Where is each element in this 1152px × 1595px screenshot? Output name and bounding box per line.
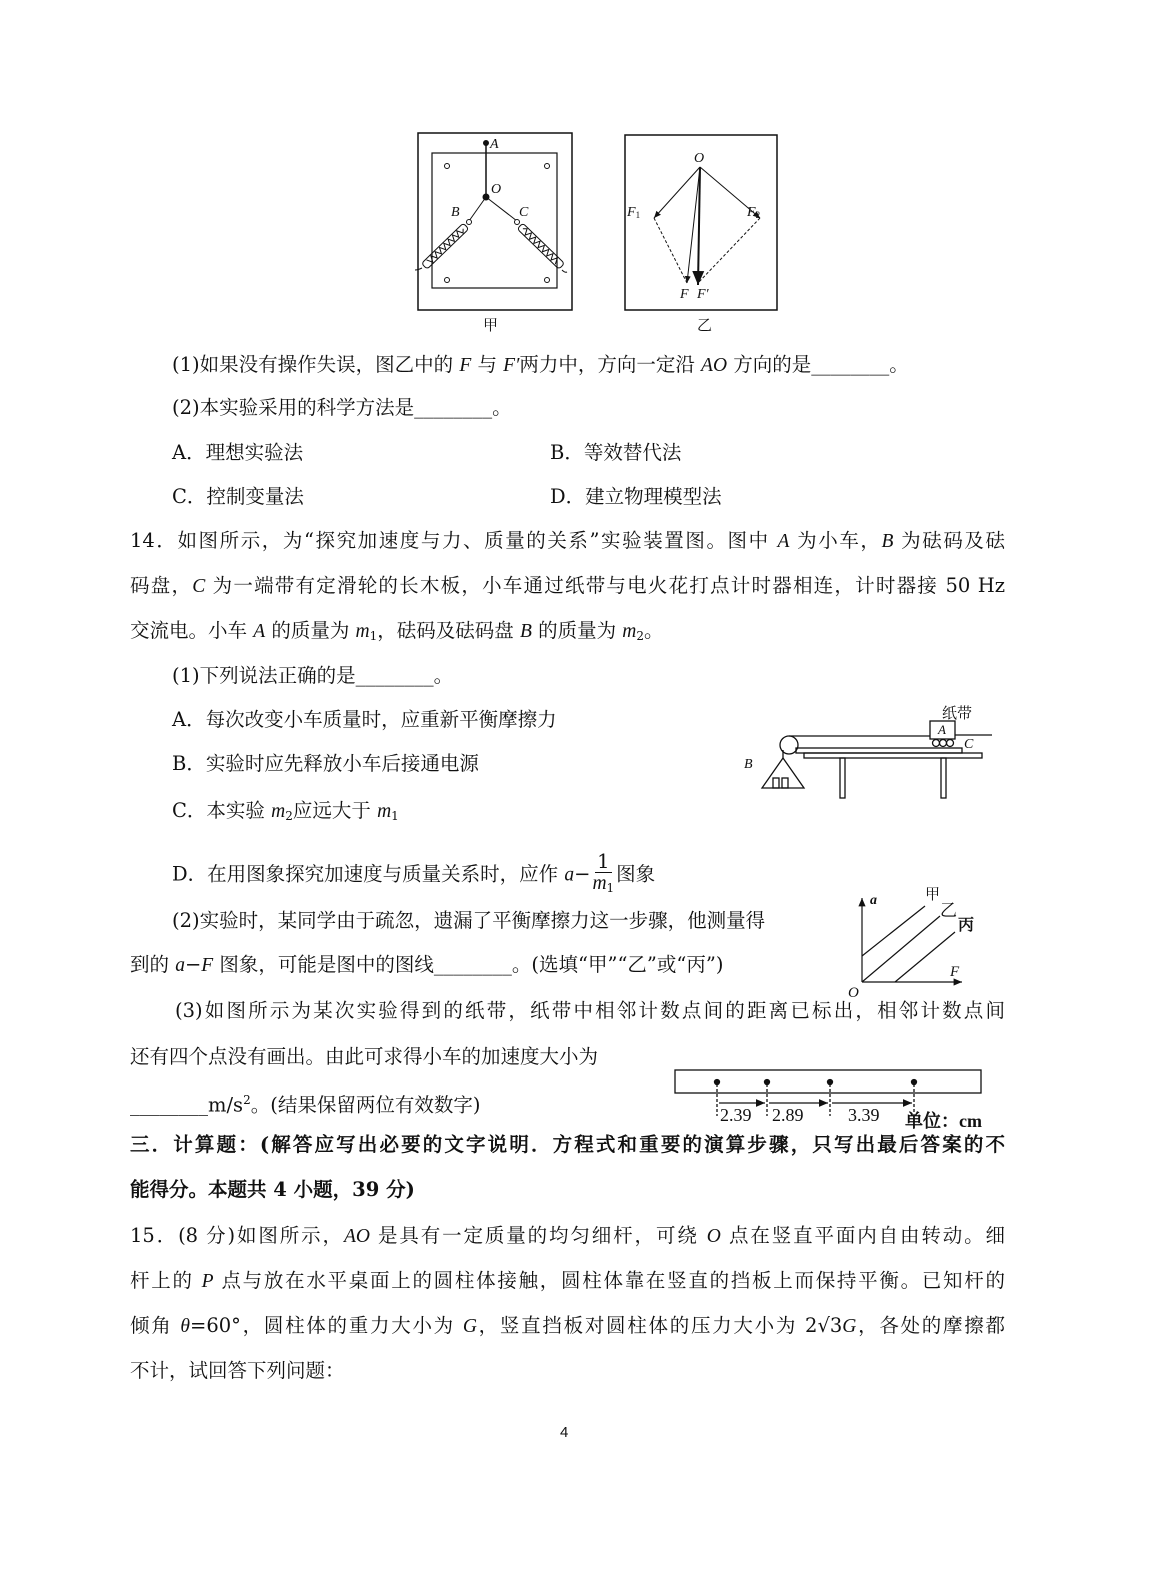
label-b: B [744, 757, 753, 772]
text: 图象 [616, 862, 656, 886]
text: 倾角 [130, 1314, 181, 1337]
math-var: m [355, 621, 370, 642]
text: 杆上的 [130, 1269, 202, 1292]
text: 两力中，方向一定沿 [519, 353, 702, 376]
text: 为小车， [789, 529, 882, 552]
text: 能得分。本题共 4 小题，39 分) [130, 1178, 415, 1201]
text: − [184, 953, 202, 976]
text: 点在竖直平面内自由转动。细 [720, 1224, 1005, 1247]
unit-label: 单位：cm [905, 1111, 982, 1131]
label-c: C [964, 737, 974, 752]
math-var: F′ [503, 355, 520, 376]
subscript: 1 [606, 881, 615, 895]
label-o: O [491, 182, 502, 197]
text: 为砝码及砝 [893, 529, 1005, 552]
figure-apparatus [762, 721, 992, 798]
text: 方向的是________。 [727, 353, 909, 376]
text: 15．(8 分)如图所示， [130, 1224, 344, 1247]
math-var: a [564, 864, 575, 886]
label-line-jia: 甲 [925, 887, 941, 903]
subscript: 1 [369, 629, 378, 643]
math-var: AO [701, 355, 728, 376]
page-number: 4 [560, 1424, 569, 1441]
caption-jia: 甲 [483, 318, 499, 334]
label-f: F [680, 287, 689, 302]
math-var: a [175, 955, 185, 976]
math-var: AO [343, 1226, 370, 1247]
math-var: C [192, 576, 206, 597]
caption-yi: 乙 [697, 318, 713, 334]
text: 为一端带有定滑轮的长木板，小车通过纸带与电火花打点计时器相连，计时器接 50 Hz [205, 574, 1005, 597]
text: ________m/s [130, 1093, 244, 1117]
text: 应远大于 [292, 799, 378, 822]
label-f1: F1 [627, 205, 641, 220]
text: 。 [644, 619, 664, 642]
text: 点与放在水平桌面上的圆柱体接触，圆柱体靠在竖直的挡板上而保持平衡。已知杆的 [213, 1269, 1005, 1292]
label-b: B [451, 205, 460, 220]
label-o: O [694, 151, 705, 166]
text: A．理想实验法 [172, 441, 304, 464]
text: − [574, 862, 591, 886]
text: B．等效替代法 [550, 441, 682, 464]
label-f2: F2 [747, 205, 761, 220]
math-var: G [462, 1316, 477, 1337]
spring-b [421, 223, 468, 269]
math-var: O [706, 1226, 721, 1247]
text: (2)本实验采用的科学方法是________。 [172, 396, 512, 419]
label-a: A [490, 137, 499, 152]
text: ，竖直挡板对圆柱体的压力大小为 2√3 [476, 1314, 843, 1337]
text: 码盘， [130, 574, 193, 597]
text: 不计，试回答下列问题： [130, 1359, 345, 1382]
math-var: m [622, 621, 637, 642]
label-c: C [519, 205, 529, 220]
text: 与 [471, 353, 504, 376]
text: 的质量为 [265, 619, 356, 642]
math-var: P [201, 1271, 214, 1292]
text: C．本实验 [172, 799, 272, 822]
math-var: m [271, 801, 286, 822]
text: D．建立物理模型法 [550, 485, 722, 508]
distance-1: 2.39 [720, 1105, 752, 1125]
text: 14．如图所示，为“探究加速度与力、质量的关系”实验装置图。图中 [130, 529, 778, 552]
subscript: 2 [285, 809, 293, 823]
math-var: A [777, 531, 790, 552]
subscript: 2 [636, 629, 645, 643]
label-cart-a: A [938, 722, 946, 737]
label-origin: O [848, 985, 859, 1001]
label-tape: 纸带 [942, 706, 973, 722]
text: 图象，可能是图中的图线________。(选填“甲”“乙”或“丙”) [213, 953, 724, 976]
math-var: A [253, 621, 266, 642]
figure-jia [415, 133, 572, 310]
text: (3)如图所示为某次实验得到的纸带，纸带中相邻计数点间的距离已标出，相邻计数点间 [175, 999, 1005, 1022]
text: 到的 [130, 953, 176, 976]
distance-3: 3.39 [848, 1105, 880, 1125]
math-var: m [592, 873, 607, 894]
text: 还有四个点没有画出。由此可求得小车的加速度大小为 [130, 1045, 599, 1068]
text: ，各处的摩擦都 [856, 1314, 1005, 1337]
text: =60°，圆柱体的重力大小为 [189, 1314, 463, 1337]
math-var: F [459, 355, 472, 376]
label-line-bing: 丙 [958, 917, 975, 934]
text: 是具有一定质量的均匀细杆，可绕 [369, 1224, 707, 1247]
text: ，砝码及砝码盘 [377, 619, 520, 642]
subscript: 1 [391, 809, 399, 823]
label-f-prime: F′ [697, 287, 709, 302]
text: A．每次改变小车质量时，应重新平衡摩擦力 [172, 708, 557, 731]
text: D．在用图象探究加速度与质量关系时，应作 [172, 862, 565, 886]
label-a-axis: a [870, 893, 877, 908]
math-var: θ [180, 1316, 190, 1337]
label-line-yi: 乙 [940, 901, 957, 920]
text: 的质量为 [531, 619, 623, 642]
text: (1)如果没有操作失误，图乙中的 [172, 353, 460, 376]
label-f-axis: F [950, 964, 960, 980]
distance-2: 2.89 [772, 1105, 804, 1125]
math-var: m [377, 801, 392, 822]
superscript: 2 [243, 1093, 251, 1107]
text: (2)实验时，某同学由于疏忽，遗漏了平衡摩擦力这一步骤，他测量得 [172, 909, 766, 932]
math-var: F [201, 955, 214, 976]
text: 交流电。小车 [130, 619, 254, 642]
numerator: 1 [597, 850, 610, 873]
text: C．控制变量法 [172, 485, 304, 508]
math-var: B [519, 621, 532, 642]
math-var: B [881, 531, 894, 552]
text: B．实验时应先释放小车后接通电源 [172, 752, 479, 775]
math-var: G [842, 1316, 857, 1337]
text: 三．计算题：(解答应写出必要的文字说明．方程式和重要的演算步骤，只写出最后答案的不 [130, 1133, 1005, 1156]
text: (1)下列说法正确的是________。 [172, 664, 454, 687]
text: 。(结果保留两位有效数字) [250, 1093, 481, 1117]
